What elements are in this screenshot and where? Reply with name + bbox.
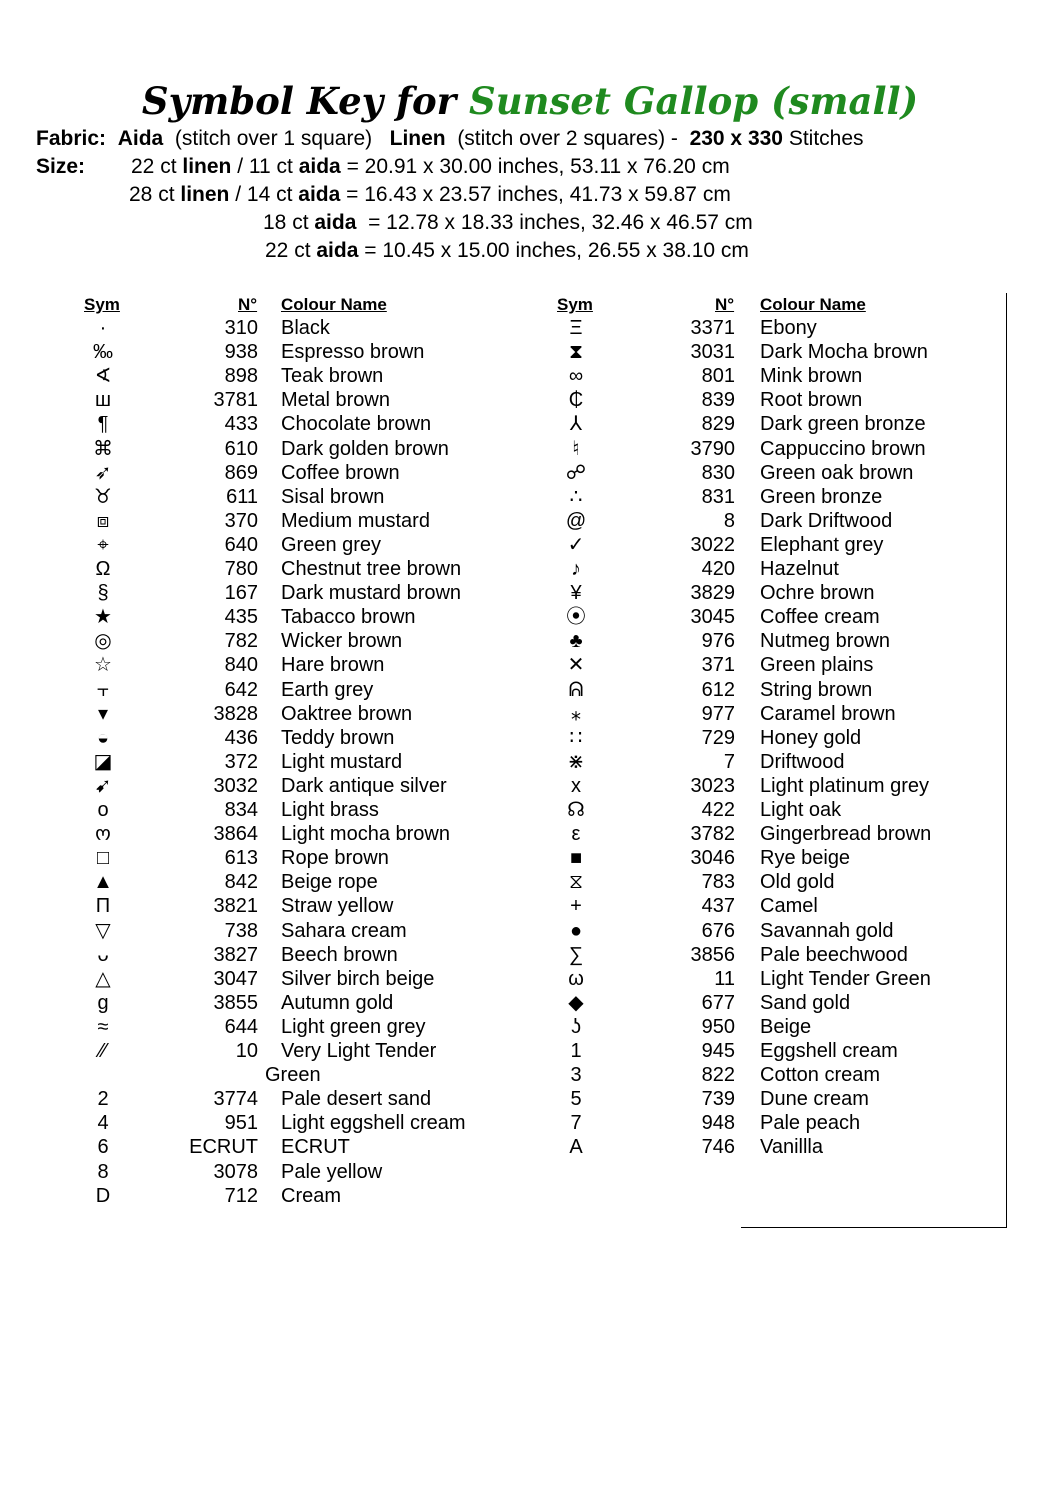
symbol: ◪	[93, 750, 113, 773]
symbol: 2	[97, 1088, 109, 1111]
thread-number: 780	[224, 558, 258, 580]
colour-name: Hare brown	[281, 654, 385, 677]
symbol: 1	[570, 1040, 582, 1062]
size-label: Size:	[36, 155, 86, 178]
symbol: ∢	[94, 365, 112, 388]
symbol: g	[97, 991, 109, 1014]
symbol: ♣	[569, 630, 583, 653]
title-prefix: Symbol Key for	[141, 79, 457, 123]
colour-name: Chestnut tree brown	[281, 558, 462, 580]
thread-number: 436	[224, 726, 258, 749]
symbol: Ω	[95, 558, 111, 580]
symbol: ᕱ	[568, 678, 584, 701]
colour-name: Cappuccino brown	[760, 437, 926, 460]
thread-number: 948	[701, 1112, 735, 1135]
thread-number: 310	[224, 317, 258, 339]
fabric-aida: Aida	[117, 127, 164, 150]
thread-number: 869	[224, 461, 258, 484]
symbol: ⧈	[96, 509, 110, 532]
thread-number: 829	[701, 413, 735, 436]
symbol: ‰	[93, 341, 113, 364]
colour-name: Green grey	[281, 533, 382, 556]
colour-name: Earth grey	[281, 678, 374, 701]
thread-number: 822	[701, 1064, 735, 1087]
thread-number: 712	[224, 1184, 258, 1207]
colour-name: Elephant grey	[760, 533, 884, 556]
thread-number: 612	[701, 678, 735, 701]
colour-name: Wicker brown	[281, 630, 403, 653]
symbol: ⌘	[93, 437, 113, 460]
colour-name: Rope brown	[281, 847, 389, 870]
colour-name: Mink brown	[760, 365, 863, 388]
stitch-word: Stitches	[788, 127, 864, 150]
symbol: ·	[99, 317, 107, 339]
colour-name: Dark mustard brown	[281, 582, 462, 605]
thread-number: 3790	[690, 437, 735, 460]
thread-number: ECRUT	[189, 1136, 258, 1159]
symbol: ∑	[568, 943, 584, 966]
colour-name: Old gold	[760, 871, 835, 894]
symbol: ⋇	[567, 750, 585, 773]
header-num-right: N°	[715, 295, 735, 314]
pattern-name: Sunset Gallop (small)	[469, 79, 919, 123]
thread-number: 3856	[690, 943, 735, 966]
thread-number: 801	[701, 365, 735, 388]
size-line-1: 22 ct linen / 11 ct aida = 20.91 x 30.00 inches, 53.11 x 76.20 cm	[131, 155, 730, 178]
colour-name: Very Light Tender	[281, 1040, 437, 1062]
thread-number: 644	[224, 1015, 258, 1038]
symbol: ⁎	[571, 702, 581, 725]
thread-number: 611	[226, 485, 258, 508]
colour-name: Nutmeg brown	[760, 630, 891, 653]
thread-number: 371	[701, 654, 735, 677]
colour-name: Caramel brown	[760, 702, 896, 725]
symbol: ⦿	[566, 606, 586, 629]
colour-name: Silver birch beige	[281, 967, 435, 990]
size-line-4: 22 ct aida = 10.45 x 15.00 inches, 26.55 x 38.10 cm	[265, 239, 749, 262]
colour-name: Cream	[281, 1184, 342, 1207]
thread-number: 739	[701, 1088, 735, 1111]
thread-number: 3782	[690, 823, 735, 846]
symbol: Ξ	[569, 317, 583, 339]
thread-number: 3781	[213, 389, 258, 412]
colour-name: Gingerbread brown	[760, 823, 932, 846]
thread-number: 3031	[690, 341, 735, 364]
colour-name: Light eggshell cream	[281, 1112, 466, 1135]
symbol: ◆	[568, 991, 584, 1014]
colour-name: Coffee brown	[281, 461, 400, 484]
colour-name: Dune cream	[760, 1088, 869, 1111]
colour-name: Sahara cream	[281, 919, 407, 942]
colour-name: Autumn gold	[281, 991, 394, 1014]
thread-number: 8	[723, 509, 735, 532]
size-line-3: 18 ct aida = 12.78 x 18.33 inches, 32.46 x 46.57 cm	[263, 211, 753, 234]
colour-name: Sand gold	[760, 991, 851, 1014]
symbol: ო	[95, 823, 111, 846]
header-name-right: Colour Name	[760, 295, 866, 314]
symbol: ☆	[94, 654, 112, 677]
thread-number: 977	[701, 702, 735, 725]
colour-name: Green bronze	[760, 485, 883, 508]
symbol: ∷	[569, 726, 583, 749]
symbol: 6	[97, 1136, 109, 1159]
symbol: ✕	[567, 654, 585, 677]
fabric-label: Fabric:	[36, 127, 107, 150]
colour-name: Sisal brown	[281, 485, 385, 508]
header-sym-left: Sym	[84, 295, 120, 314]
colour-name: Black	[281, 317, 330, 339]
thread-number: 834	[224, 799, 258, 821]
colour-name: Rye beige	[760, 847, 851, 870]
fabric-aida-desc: (stitch over 1 square)	[174, 127, 373, 150]
symbol: ¶	[97, 413, 109, 436]
thread-number: 642	[224, 678, 258, 701]
thread-number: 3047	[213, 967, 258, 990]
symbol: ♪	[571, 558, 581, 580]
colour-name: Light Tender Green	[760, 967, 931, 990]
thread-number: 167	[224, 582, 258, 605]
symbol: x	[571, 774, 581, 797]
page-title	[0, 76, 1060, 126]
colour-name: Pale beechwood	[760, 943, 908, 966]
symbol: ◒	[96, 726, 110, 749]
thread-number: 3864	[213, 823, 258, 846]
thread-number: 3828	[213, 702, 258, 725]
thread-number: 3032	[213, 774, 258, 797]
colour-name: Light platinum grey	[760, 774, 929, 797]
colour-name: Beige	[760, 1015, 812, 1038]
colour-name: Pale desert sand	[281, 1088, 432, 1111]
symbol: @	[565, 509, 587, 532]
colour-name: Coffee cream	[760, 606, 880, 629]
colour-name: Espresso brown	[281, 341, 425, 364]
symbol: ω	[568, 967, 584, 990]
colour-name-continued: Green	[265, 1064, 321, 1087]
bottom-rule	[741, 1227, 1007, 1228]
symbol: ⫟	[96, 678, 110, 701]
colour-name: Beige rope	[281, 871, 378, 894]
thread-number: 372	[224, 750, 258, 773]
thread-number: 840	[224, 654, 258, 677]
right-border-line	[1006, 293, 1007, 1227]
thread-number: 951	[224, 1112, 258, 1135]
thread-number: 898	[224, 365, 258, 388]
symbol: ∴	[569, 485, 583, 508]
thread-number: 783	[701, 871, 735, 894]
thread-number: 831	[701, 485, 735, 508]
thread-number: 677	[701, 991, 735, 1014]
colour-name: Root brown	[760, 389, 863, 412]
colour-name: Pale peach	[760, 1112, 861, 1135]
thread-number: 3821	[213, 895, 258, 918]
symbol: ▽	[95, 919, 111, 942]
colour-name: Dark Driftwood	[760, 509, 893, 532]
symbol: +	[570, 895, 582, 918]
thread-number: 746	[701, 1136, 735, 1159]
symbol: ♮	[572, 437, 580, 460]
thread-number: 7	[723, 750, 735, 773]
thread-number: 729	[701, 726, 735, 749]
colour-name: Hazelnut	[760, 558, 839, 580]
colour-name: Ebony	[760, 317, 817, 339]
symbol: ⅄	[569, 413, 583, 436]
symbol: ∞	[568, 365, 584, 388]
thread-number: 3855	[213, 991, 258, 1014]
thread-number: 3023	[690, 774, 735, 797]
stitch-count: 230 x 330	[689, 127, 783, 150]
symbol: ₵	[568, 389, 584, 412]
symbol: ʖ	[571, 1015, 581, 1038]
thread-number: 839	[701, 389, 735, 412]
colour-name: Light mocha brown	[281, 823, 450, 846]
thread-number: 3827	[213, 943, 258, 966]
symbol: A	[569, 1136, 583, 1159]
thread-number: 3371	[690, 317, 735, 339]
colour-name: Honey gold	[760, 726, 862, 749]
colour-name: Dark antique silver	[281, 774, 447, 797]
thread-number: 10	[235, 1040, 258, 1062]
colour-name: Dark green bronze	[760, 413, 926, 436]
thread-number: 3829	[690, 582, 735, 605]
thread-number: 676	[701, 919, 735, 942]
colour-name: Green plains	[760, 654, 874, 677]
thread-number: 782	[224, 630, 258, 653]
thread-number: 3046	[690, 847, 735, 870]
symbol: ⁄⁄	[99, 1040, 107, 1062]
fabric-linen-desc: (stitch over 2 squares) -	[457, 127, 678, 150]
colour-name: Light oak	[760, 799, 842, 821]
colour-name: Pale yellow	[281, 1160, 383, 1183]
thread-number: 610	[224, 437, 258, 460]
symbol: ⧗	[568, 341, 584, 364]
symbol: □	[96, 847, 110, 870]
colour-name: Beech brown	[281, 943, 398, 966]
symbol: o	[97, 799, 109, 821]
size-line-2: 28 ct linen / 14 ct aida = 16.43 x 23.57 inches, 41.73 x 59.87 cm	[129, 183, 731, 206]
thread-number: 3774	[213, 1088, 258, 1111]
thread-number: 3022	[690, 533, 735, 556]
symbol: ▲	[93, 871, 113, 894]
symbol: §	[97, 582, 109, 605]
colour-name: Light mustard	[281, 750, 403, 773]
colour-name: Dark golden brown	[281, 437, 449, 460]
symbol: △	[95, 967, 111, 990]
symbol: 5	[570, 1088, 582, 1111]
colour-name: Teak brown	[281, 365, 384, 388]
thread-number: 738	[224, 919, 258, 942]
thread-number: 437	[701, 895, 735, 918]
colour-name: Straw yellow	[281, 895, 394, 918]
thread-number: 945	[701, 1040, 735, 1062]
symbol: ш	[94, 389, 112, 412]
fabric-linen: Linen	[389, 127, 446, 150]
symbol: ☊	[567, 799, 585, 821]
colour-name: Green oak brown	[760, 461, 914, 484]
colour-name: Light green grey	[281, 1015, 426, 1038]
symbol: 7	[570, 1112, 582, 1135]
thread-number: 842	[224, 871, 258, 894]
symbol: Π	[95, 895, 111, 918]
symbol: ε	[571, 823, 581, 846]
symbol: D	[95, 1184, 111, 1207]
symbol: ¥	[570, 582, 582, 605]
symbol: 4	[97, 1112, 109, 1135]
colour-name: Ochre brown	[760, 582, 875, 605]
colour-name: Medium mustard	[281, 509, 430, 532]
colour-name: Camel	[760, 895, 818, 918]
thread-number: 422	[701, 799, 735, 821]
thread-number: 613	[224, 847, 258, 870]
colour-name: Light brass	[281, 799, 379, 821]
symbol: ●	[569, 919, 583, 942]
thread-number: 370	[224, 509, 258, 532]
symbol: ⧖	[568, 871, 584, 894]
symbol: ☍	[565, 461, 587, 484]
colour-name: Teddy brown	[281, 726, 395, 749]
colour-name: Driftwood	[760, 750, 845, 773]
thread-number: 830	[701, 461, 735, 484]
symbol: ▾	[97, 702, 109, 725]
colour-name: Cotton cream	[760, 1064, 881, 1087]
symbol: 3	[570, 1064, 582, 1087]
thread-number: 435	[224, 606, 258, 629]
thread-number: 3045	[690, 606, 735, 629]
colour-name: Eggshell cream	[760, 1040, 898, 1062]
symbol: ᴗ	[97, 943, 109, 966]
thread-number: 640	[224, 533, 258, 556]
thread-number: 3078	[213, 1160, 258, 1183]
symbol: ♉	[94, 485, 112, 508]
colour-name: Savannah gold	[760, 919, 894, 942]
symbol: ➹	[94, 774, 112, 797]
colour-name: String brown	[760, 678, 873, 701]
symbol: ➶	[94, 461, 112, 484]
thread-number: 938	[224, 341, 258, 364]
header-num-left: N°	[238, 295, 258, 314]
colour-name: Chocolate brown	[281, 413, 432, 436]
colour-name: Tabacco brown	[281, 606, 416, 629]
thread-number: 433	[224, 413, 258, 436]
colour-name: ECRUT	[281, 1136, 350, 1159]
thread-number: 950	[701, 1015, 735, 1038]
thread-number: 11	[714, 967, 735, 990]
fabric-line	[36, 125, 864, 153]
colour-name: Dark Mocha brown	[760, 341, 928, 364]
symbol: ◎	[94, 630, 112, 653]
thread-number: 976	[701, 630, 735, 653]
symbol: ⌖	[97, 533, 109, 556]
colour-name: Vanillla	[760, 1136, 823, 1159]
symbol: 8	[97, 1160, 109, 1183]
symbol: ■	[569, 847, 583, 870]
colour-name: Oaktree brown	[281, 702, 413, 725]
header-sym-right: Sym	[557, 295, 593, 314]
symbol: ★	[94, 606, 112, 629]
thread-number: 420	[701, 558, 735, 580]
symbol: ≈	[97, 1015, 109, 1038]
symbol: ✓	[567, 533, 585, 556]
header-name-left: Colour Name	[281, 295, 387, 314]
colour-name: Metal brown	[281, 389, 390, 412]
